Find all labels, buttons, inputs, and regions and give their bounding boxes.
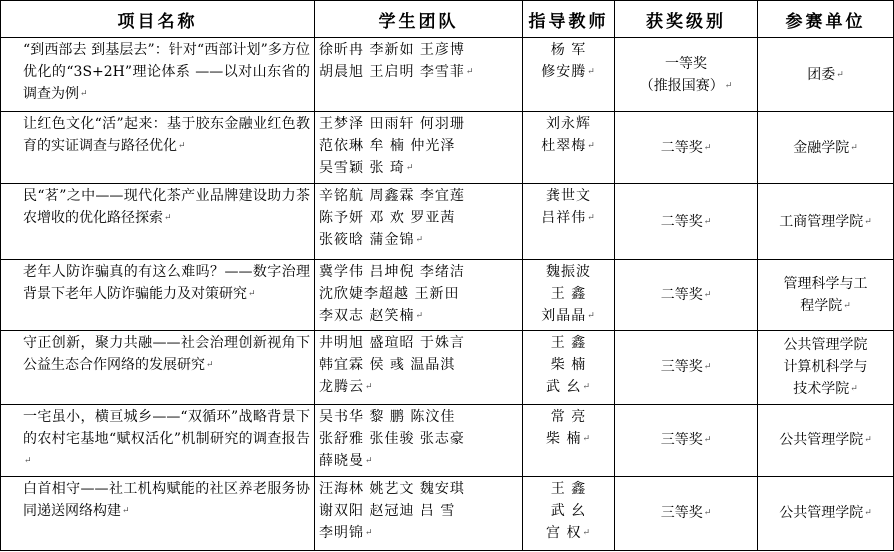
project-name-cell-text: 守正创新，聚力共融——社会治理创新视角下公益生态合作网络的发展研究↵ (23, 334, 310, 373)
advisor-cell (523, 184, 615, 260)
project-name-cell-text: 让红色文化“活”起来：基于胶东金融业红色教育的实证调查与路径优化↵ (23, 116, 310, 155)
paragraph-mark: ↵ (122, 505, 130, 516)
award-level-cell (615, 260, 758, 330)
award-level-cell (615, 184, 758, 260)
table-row (1, 476, 894, 550)
student-team-cell (315, 260, 523, 330)
table-row (1, 260, 894, 330)
project-name-cell (1, 476, 315, 550)
paragraph-mark: ↵ (703, 289, 712, 300)
advisor-cell-line: 魏振波 (546, 264, 591, 281)
unit-cell (758, 260, 894, 330)
paragraph-mark: ↵ (864, 508, 872, 519)
paragraph-mark: ↵ (206, 359, 214, 370)
header-row (1, 1, 894, 38)
project-name-cell-text: 白首相守——社工机构赋能的社区养老服务协同递送网络构建↵ (23, 480, 310, 519)
paragraph-mark: ↵ (850, 384, 858, 395)
table-row (1, 112, 894, 184)
project-name-cell (1, 38, 315, 112)
unit-cell (758, 404, 894, 476)
student-team-cell-line: 范依琳 牟 楠 仲光泽 (319, 138, 456, 155)
award-level-cell-line: （推报国赛）↵ (639, 77, 733, 94)
unit-cell-line: 管理科学与工 (783, 275, 868, 292)
award-level-cell (615, 476, 758, 550)
paragraph-mark: ↵ (724, 80, 733, 91)
paragraph-mark: ↵ (587, 311, 596, 322)
paragraph-mark: ↵ (843, 300, 851, 311)
advisor-cell (523, 330, 615, 404)
student-team-cell-line: 李明锦↵ (319, 524, 374, 541)
unit-cell (758, 330, 894, 404)
advisor-cell-line: 武 幺↵ (546, 378, 591, 395)
paragraph-mark: ↵ (365, 381, 374, 392)
advisor-cell-line: 吕祥伟↵ (541, 210, 596, 227)
paragraph-mark: ↵ (415, 235, 424, 246)
award-level-cell-line: 一等奖 (665, 55, 707, 72)
paragraph-mark: ↵ (164, 213, 172, 224)
header-team: 学生团队 (315, 1, 523, 38)
unit-cell-line: 工商管理学院↵ (779, 213, 872, 230)
student-team-cell (315, 330, 523, 404)
project-name-cell-text: 民“茗”之中——现代化茶产业品牌建设助力茶农增收的优化路径探索↵ (23, 188, 310, 227)
student-team-cell-line: 徐昕冉 李新如 王彦博 (319, 42, 465, 58)
student-team-cell-line: 吴书华 黎 鹏 陈汶佳 (319, 408, 456, 425)
advisor-cell (523, 476, 615, 550)
advisor-cell-line: 宫 权↵ (546, 524, 591, 541)
award-level-cell (615, 112, 758, 184)
paragraph-mark: ↵ (587, 141, 596, 152)
advisor-cell-line: 刘晶晶↵ (541, 308, 596, 325)
header-award: 获奖级别 (615, 1, 758, 38)
paragraph-mark: ↵ (582, 527, 591, 538)
advisor-cell-line: 修安腾↵ (541, 64, 596, 80)
project-name-cell (1, 112, 315, 184)
student-team-cell-line: 陈予妍 邓 欢 罗亚茜 (319, 210, 456, 227)
student-team-cell-line: 胡晨旭 王启明 李雪菲↵ (319, 64, 475, 80)
advisor-cell (523, 404, 615, 476)
paragraph-mark: ↵ (864, 435, 872, 446)
student-team-cell (315, 112, 523, 184)
paragraph-mark: ↵ (836, 69, 844, 80)
table-row (1, 184, 894, 260)
student-team-cell-line: 汪海林 姚艺文 魏安琪 (319, 480, 465, 497)
paragraph-mark: ↵ (405, 163, 415, 174)
paragraph-mark: ↵ (582, 381, 591, 392)
header-unit: 参赛单位 (758, 1, 894, 38)
project-name-cell (1, 184, 315, 260)
award-level-cell-line: 二等奖↵ (660, 286, 712, 303)
paragraph-mark: ↵ (587, 213, 596, 224)
paragraph-mark: ↵ (587, 67, 596, 77)
header-project: 项目名称 (1, 1, 315, 38)
unit-cell-line: 计算机科学与 (783, 359, 868, 376)
student-team-cell-line: 冀学伟 吕坤倪 李绪洁 (319, 264, 465, 281)
table-row (1, 404, 894, 476)
advisor-cell-line: 王 鑫 (550, 334, 587, 351)
advisor-cell-line: 柴 楠↵ (546, 430, 591, 447)
paragraph-mark: ↵ (365, 527, 374, 538)
advisor-cell-line: 武 幺 (550, 502, 587, 519)
unit-cell (758, 184, 894, 260)
project-name-cell-text: 老年人防诈骗真的有这么难吗？——数字治理背景下老年人防诈骗能力及对策研究↵ (23, 264, 310, 303)
paragraph-mark: ↵ (864, 216, 872, 227)
table-body (1, 38, 894, 551)
student-team-cell (315, 476, 523, 550)
table-row (1, 38, 894, 112)
student-team-cell (315, 184, 523, 260)
student-team-cell-line: 吴雪颖 张 琦↵ (319, 160, 415, 177)
paragraph-mark: ↵ (703, 142, 712, 153)
project-name-cell (1, 404, 315, 476)
award-level-cell-line: 三等奖↵ (660, 359, 712, 376)
advisor-cell-line: 刘永辉 (546, 116, 591, 133)
award-level-cell (615, 404, 758, 476)
advisor-cell-line: 王 鑫 (550, 286, 587, 303)
advisor-cell-line: 常 亮 (550, 408, 587, 425)
award-level-cell-line: 二等奖↵ (660, 139, 712, 156)
advisor-cell (523, 260, 615, 330)
student-team-cell (315, 404, 523, 476)
unit-cell (758, 476, 894, 550)
project-name-cell (1, 260, 315, 330)
student-team-cell (315, 38, 523, 112)
award-level-cell-line: 二等奖↵ (660, 213, 712, 230)
paragraph-mark: ↵ (365, 455, 374, 466)
paragraph-mark: ↵ (703, 216, 712, 227)
paragraph-mark: ↵ (24, 455, 32, 466)
advisor-cell (523, 112, 615, 184)
student-team-cell-line: 龙腾云↵ (319, 378, 374, 395)
student-team-cell-line: 辛铭航 周鑫霖 李宜莲 (319, 188, 465, 205)
student-team-cell-line: 张筱晗 蒲金锦↵ (319, 232, 424, 249)
advisor-cell-line: 杨 军 (550, 42, 587, 58)
award-level-cell-line: 三等奖↵ (660, 505, 712, 522)
award-level-cell (615, 38, 758, 112)
student-team-cell-line: 沈欣婕李超越 王新田 (319, 286, 460, 303)
advisor-cell-line: 杜翠梅↵ (541, 138, 596, 155)
unit-cell-line: 公共管理学院↵ (779, 505, 872, 522)
paragraph-mark: ↵ (80, 89, 88, 99)
unit-cell-line: 金融学院↵ (793, 139, 858, 156)
paragraph-mark: ↵ (703, 362, 712, 373)
project-name-cell-text: “到西部去 到基层去”：针对“西部计划”多方位优化的“3S+2H”理论体系 ——以对山东省的调查为例↵ (23, 42, 310, 102)
student-team-cell-line: 李双志 赵笑楠↵ (319, 308, 424, 325)
student-team-cell-line: 张舒雅 张佳骏 张志豪 (319, 430, 465, 447)
project-name-cell-text: 一宅虽小，横亘城乡——“双循环”战略背景下的农村宅基地“赋权活化”机制研究的调查报告↵ (23, 408, 310, 466)
unit-cell-line: 公共管理学院 (783, 337, 868, 354)
student-team-cell-line: 井明旭 盛瑄昭 于姝言 (319, 334, 465, 351)
header-advisor: 指导教师 (523, 1, 615, 38)
student-team-cell-line: 韩宜霖 侯 彧 温晶淇 (319, 356, 456, 373)
project-name-cell (1, 330, 315, 404)
paragraph-mark: ↵ (703, 508, 712, 519)
unit-cell-line: 公共管理学院↵ (779, 432, 872, 449)
student-team-cell-line: 薛晓曼↵ (319, 452, 374, 469)
advisor-cell (523, 38, 615, 112)
paragraph-mark: ↵ (703, 435, 712, 446)
advisor-cell-line: 龚世文 (546, 188, 591, 205)
paragraph-mark: ↵ (582, 433, 591, 444)
unit-cell-line: 程学院↵ (800, 297, 851, 314)
table-header (1, 1, 894, 38)
award-level-cell (615, 330, 758, 404)
student-team-cell-line: 谢双阳 赵冠迪 吕 雪 (319, 502, 456, 519)
student-team-cell-line: 王梦泽 田雨轩 何羽珊 (319, 116, 465, 133)
unit-cell-line: 技术学院↵ (793, 381, 858, 398)
advisor-cell-line: 柴 楠 (550, 356, 587, 373)
award-level-cell-line: 三等奖↵ (660, 432, 712, 449)
unit-cell-line: 团委↵ (807, 66, 844, 83)
paragraph-mark: ↵ (415, 311, 424, 322)
table-row (1, 330, 894, 404)
paragraph-mark: ↵ (178, 141, 186, 152)
unit-cell (758, 38, 894, 112)
advisor-cell-line: 王 鑫 (550, 480, 587, 497)
paragraph-mark: ↵ (248, 289, 256, 300)
unit-cell (758, 112, 894, 184)
paragraph-mark: ↵ (850, 142, 858, 153)
paragraph-mark: ↵ (465, 67, 475, 77)
